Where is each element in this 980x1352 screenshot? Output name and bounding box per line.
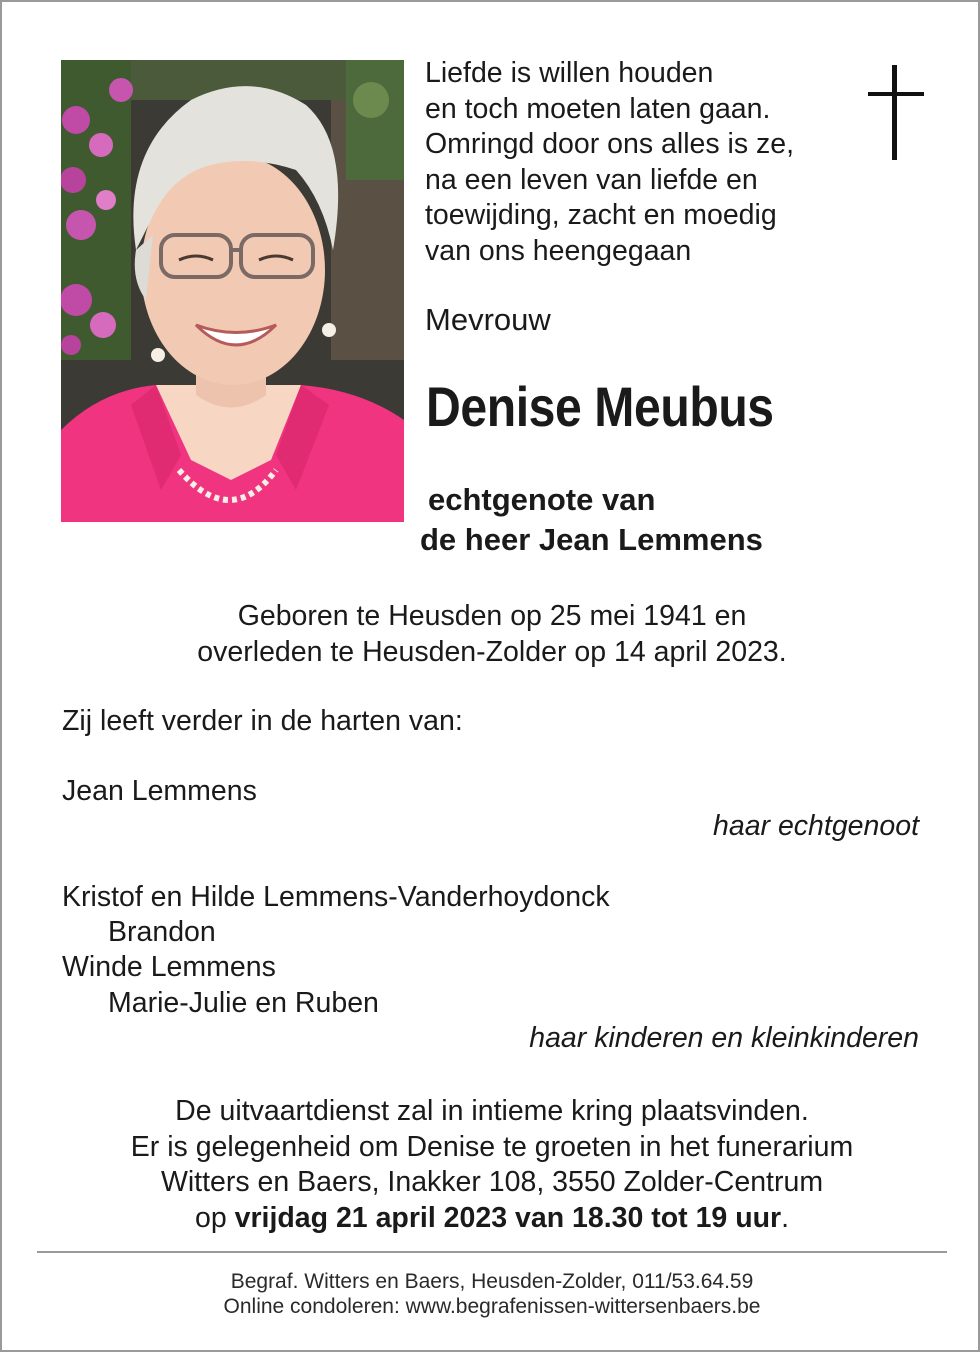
service-info: [2, 1094, 980, 1236]
birth-death-info: [2, 599, 980, 670]
salutation: Mevrouw: [425, 302, 551, 337]
service-date: vrijdag 21 april 2023 van 18.30 tot 19 uur: [234, 1201, 782, 1234]
service-line: De uitvaartdienst zal in intieme kring plaatsvinden.: [175, 1095, 809, 1127]
child-1: Kristof en Hilde Lemmens-Vanderhoydonck: [62, 881, 610, 913]
poem-line: van ons heengegaan: [425, 234, 692, 267]
cross-icon: [868, 65, 924, 160]
child-2: Winde Lemmens: [62, 951, 276, 983]
service-line: Witters en Baers, Inakker 108, 3550 Zolder-Centrum: [160, 1166, 824, 1198]
portrait-photo: [61, 60, 404, 522]
service-date-prefix: op: [194, 1201, 235, 1234]
poem-line: toewijding, zacht en moedig: [425, 199, 777, 231]
spouse-line-1: echtgenote van: [428, 482, 656, 517]
spouse-line-2: de heer Jean Lemmens: [420, 522, 763, 557]
husband-role: haar echtgenoot: [713, 810, 919, 842]
poem-line: Liefde is willen houden: [425, 57, 714, 89]
condolence-line: Online condoleren: www.begrafenissen-wittersenbaers.be: [223, 1295, 761, 1318]
family-role: haar kinderen en kleinkinderen: [529, 1022, 919, 1054]
husband-name: Jean Lemmens: [62, 775, 257, 807]
poem-line: en toch moeten laten gaan.: [425, 92, 771, 125]
service-date-suffix: .: [781, 1201, 790, 1234]
poem-line: na een leven van liefde en: [425, 163, 758, 196]
survived-intro: Zij leeft verder in de harten van:: [62, 705, 463, 737]
death-line: overleden te Heusden-Zolder op 14 april 2023.: [197, 635, 787, 668]
poem-line: Omringd door ons alles is ze,: [425, 128, 795, 160]
service-date-line: [2, 1201, 980, 1237]
service-line: Er is gelegenheid om Denise te groeten in het funerarium: [130, 1130, 854, 1163]
divider: [37, 1251, 947, 1253]
grandchild-2: Marie-Julie en Ruben: [108, 987, 379, 1019]
grandchild-1: Brandon: [108, 916, 216, 948]
birth-line: Geboren te Heusden op 25 mei 1941 en: [237, 600, 747, 632]
footer: [2, 1269, 980, 1319]
poem: [425, 56, 794, 269]
deceased-name: Denise Meubus: [426, 375, 774, 438]
funeral-home-line: Begraf. Witters en Baers, Heusden-Zolder, 011/53.64.59: [230, 1270, 754, 1293]
